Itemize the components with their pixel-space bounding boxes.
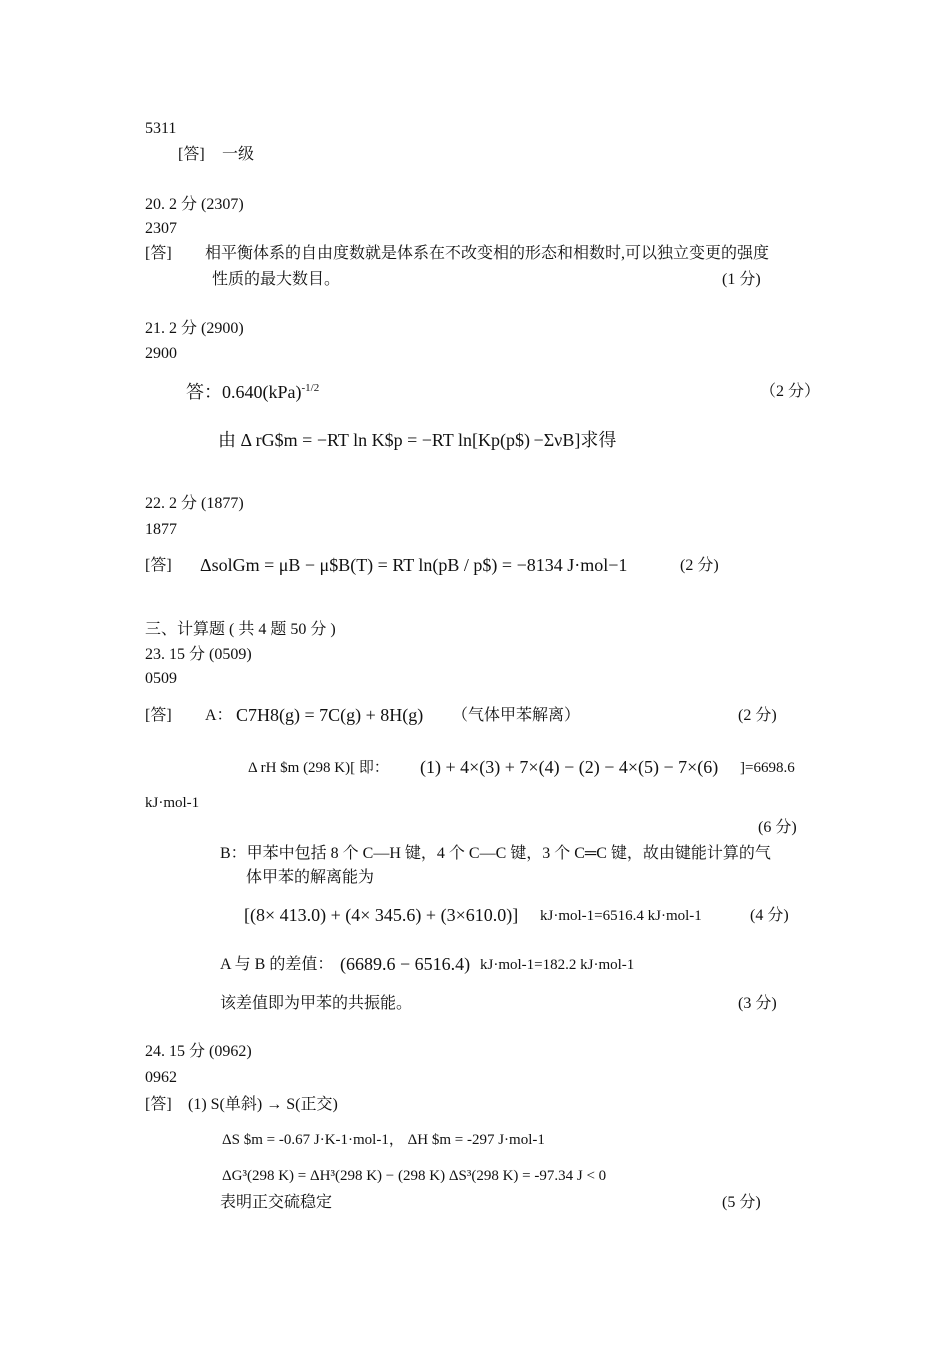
q19-answer: 一级	[222, 146, 255, 163]
q24-code: 0962	[145, 1069, 177, 1086]
q23-diff-prefix: A 与 B 的差值：	[220, 956, 334, 973]
q24-header: 24. 15 分 (0962)	[145, 1043, 252, 1060]
q23-diff-formula: (6689.6 − 6516.4)	[340, 954, 471, 974]
q19-answer-tag: [答]	[178, 146, 205, 163]
q20-score: (1 分)	[722, 271, 761, 288]
q23-partB-score: (4 分)	[750, 907, 789, 924]
q21-score: （2 分）	[760, 383, 821, 400]
q23-partA-note: （气体甲苯解离）	[452, 707, 581, 724]
q22-score: (2 分)	[680, 557, 719, 574]
q23-dh-formula: (1) + 4×(3) + 7×(4) − (2) − 4×(5) − 7×(6)	[420, 757, 719, 777]
section3-title: 三、计算题 ( 共 4 题 50 分 )	[145, 621, 336, 638]
q23-header: 23. 15 分 (0509)	[145, 646, 252, 663]
q21-answer-text: 答：0.640(kPa)	[186, 382, 302, 402]
q21-header: 21. 2 分 (2900)	[145, 320, 244, 337]
q21-answer	[186, 382, 319, 402]
q24-reaction: (1) S(单斜) → S(正交)	[188, 1096, 338, 1113]
q23-partA-score: (2 分)	[738, 707, 777, 724]
q23-diff-result: kJ·mol-1=182.2 kJ·mol-1	[480, 957, 635, 973]
q23-partB-line2: 体甲苯的解离能为	[246, 869, 375, 886]
q23-dh-unit: kJ·mol-1	[145, 795, 200, 811]
q20-header: 20. 2 分 (2307)	[145, 196, 244, 213]
q23-partB-result: kJ·mol-1=6516.4 kJ·mol-1	[540, 908, 702, 924]
q23-code: 0509	[145, 670, 177, 687]
q21-answer-exponent: -1/2	[301, 382, 320, 394]
q20-answer-line1: 相平衡体系的自由度数就是体系在不改变相的形态和相数时,可以独立变更的强度	[205, 245, 770, 262]
q20-answer-tag: [答]	[145, 245, 172, 262]
q24-answer-tag: [答]	[145, 1096, 172, 1113]
q22-header: 22. 2 分 (1877)	[145, 495, 244, 512]
q21-derivation: 由 Δ rG$m = −RT ln K$p = −RT ln[Kp(p$) −ΣνB]求得	[218, 430, 617, 450]
q24-score: (5 分)	[722, 1194, 761, 1211]
q23-dh-prefix: Δ rH $m (298 K)[ 即：	[248, 760, 389, 776]
q22-answer-tag: [答]	[145, 557, 172, 574]
q23-dh-score: (6 分)	[758, 819, 797, 836]
q23-partB-calc: [(8× 413.0) + (4× 345.6) + (3×610.0)]	[244, 905, 519, 925]
q24-ds-dh: ΔS $m = -0.67 J·K-1·mol-1， ΔH $m = -297 J·mol-1	[222, 1132, 545, 1148]
q23-partB-line1: B：甲苯中包括 8 个 C—H 键，4 个 C—C 键，3 个 C═C 键，故由键能计算的气	[220, 845, 771, 862]
q23-conclusion: 该差值即为甲苯的共振能。	[220, 995, 413, 1012]
q20-code: 2307	[145, 220, 177, 237]
q19-code: 5311	[145, 120, 177, 137]
q21-code: 2900	[145, 345, 177, 362]
q23-partA-equation: C7H8(g) = 7C(g) + 8H(g)	[236, 705, 424, 725]
q24-conclusion: 表明正交硫稳定	[220, 1194, 333, 1211]
q23-partA-label: A：	[205, 707, 233, 724]
q22-code: 1877	[145, 521, 177, 538]
q22-equation: ΔsolGm = μB − μ$B(T) = RT ln(pB / p$) = −8134 J·mol−1	[200, 555, 628, 575]
q23-conclusion-score: (3 分)	[738, 995, 777, 1012]
q23-answer-tag: [答]	[145, 707, 172, 724]
q24-dg: ΔG³(298 K) = ΔH³(298 K) − (298 K) ΔS³(298 K) = -97.34 J < 0	[222, 1168, 607, 1184]
q20-answer-line2: 性质的最大数目。	[212, 271, 341, 288]
q23-dh-result: ]=6698.6	[740, 760, 795, 776]
